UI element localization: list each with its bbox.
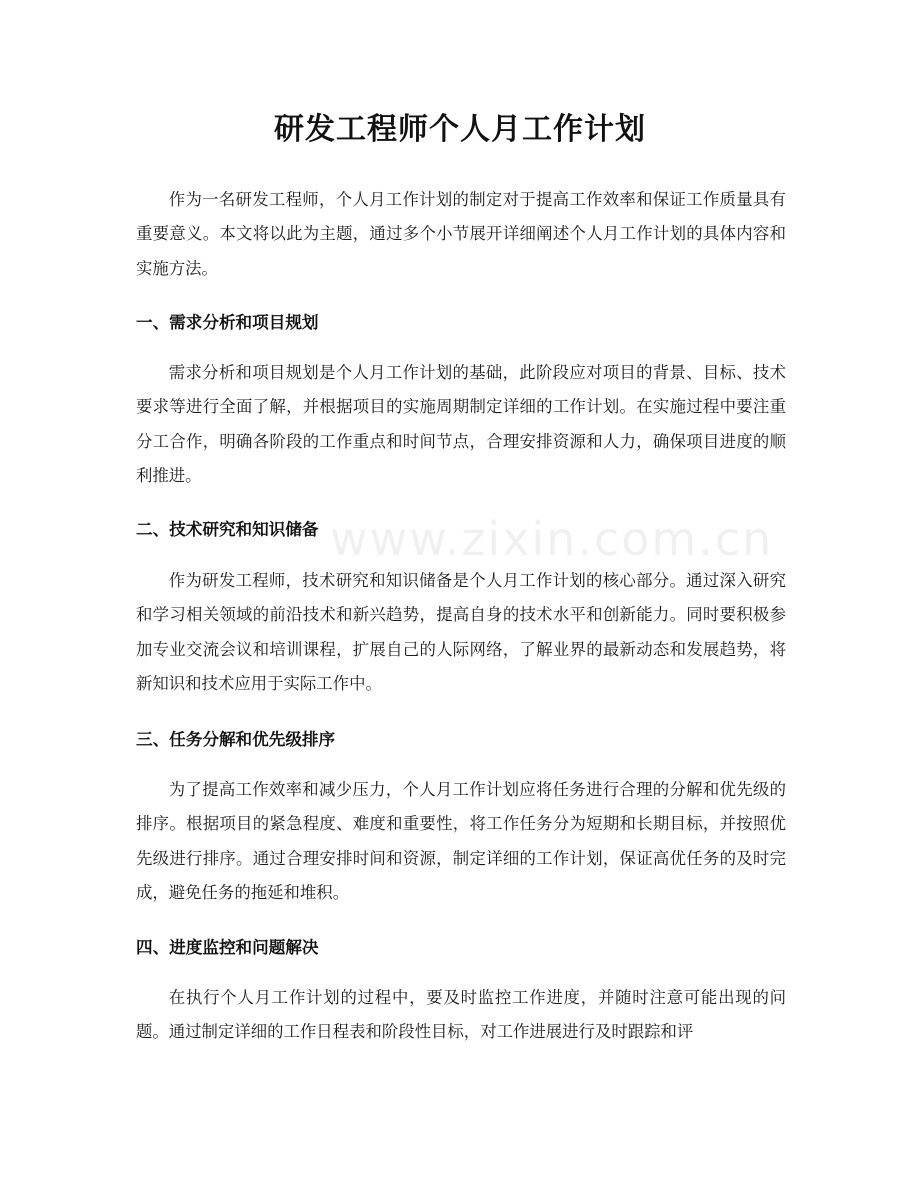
intro-paragraph: 作为一名研发工程师，个人月工作计划的制定对于提高工作效率和保证工作质量具有重要意义。本文将以此为主题，通过多个小节展开详细阐述个人月工作计划的具体内容和实施方法。	[136, 190, 786, 278]
document-title: 研发工程师个人月工作计划	[274, 112, 646, 147]
section-4-heading: 四、进度监控和问题解决	[136, 938, 319, 957]
section-2-heading: 二、技术研究和知识储备	[136, 520, 319, 539]
section-1-paragraph: 需求分析和项目规划是个人月工作计划的基础，此阶段应对项目的背景、目标、技术要求等进行全面了解，并根据项目的实施周期制定详细的工作计划。在实施过程中要注重分工合作，明确各阶段的工作重点和时间节点，合理安排资源和人力，确保项目进度的顺利推进。	[136, 363, 786, 486]
section-2-paragraph: 作为研发工程师，技术研究和知识储备是个人月工作计划的核心部分。通过深入研究和学习相关领域的前沿技术和新兴趋势，提高自身的技术水平和创新能力。同时要积极参加专业交流会议和培训课程，扩展自己的人际网络，了解业界的最新动态和发展趋势，将新知识和技术应用于实际工作中。	[136, 571, 786, 694]
section-4-paragraph: 在执行个人月工作计划的过程中，要及时监控工作进度，并随时注意可能出现的问题。通过制定详细的工作日程表和阶段性目标，对工作进展进行及时跟踪和评	[136, 988, 786, 1042]
section-3-paragraph: 为了提高工作效率和减少压力，个人月工作计划应将任务进行合理的分解和优先级的排序。根据项目的紧急程度、难度和重要性，将工作任务分为短期和长期目标，并按照优先级进行排序。通过合理安排时间和资源，制定详细的工作计划，保证高优任务的及时完成，避免任务的拖延和堆积。	[136, 780, 786, 903]
section-1-heading: 一、需求分析和项目规划	[136, 313, 319, 332]
section-3-heading: 三、任务分解和优先级排序	[136, 730, 336, 749]
watermark: www.zixin.com.cn	[330, 512, 774, 566]
